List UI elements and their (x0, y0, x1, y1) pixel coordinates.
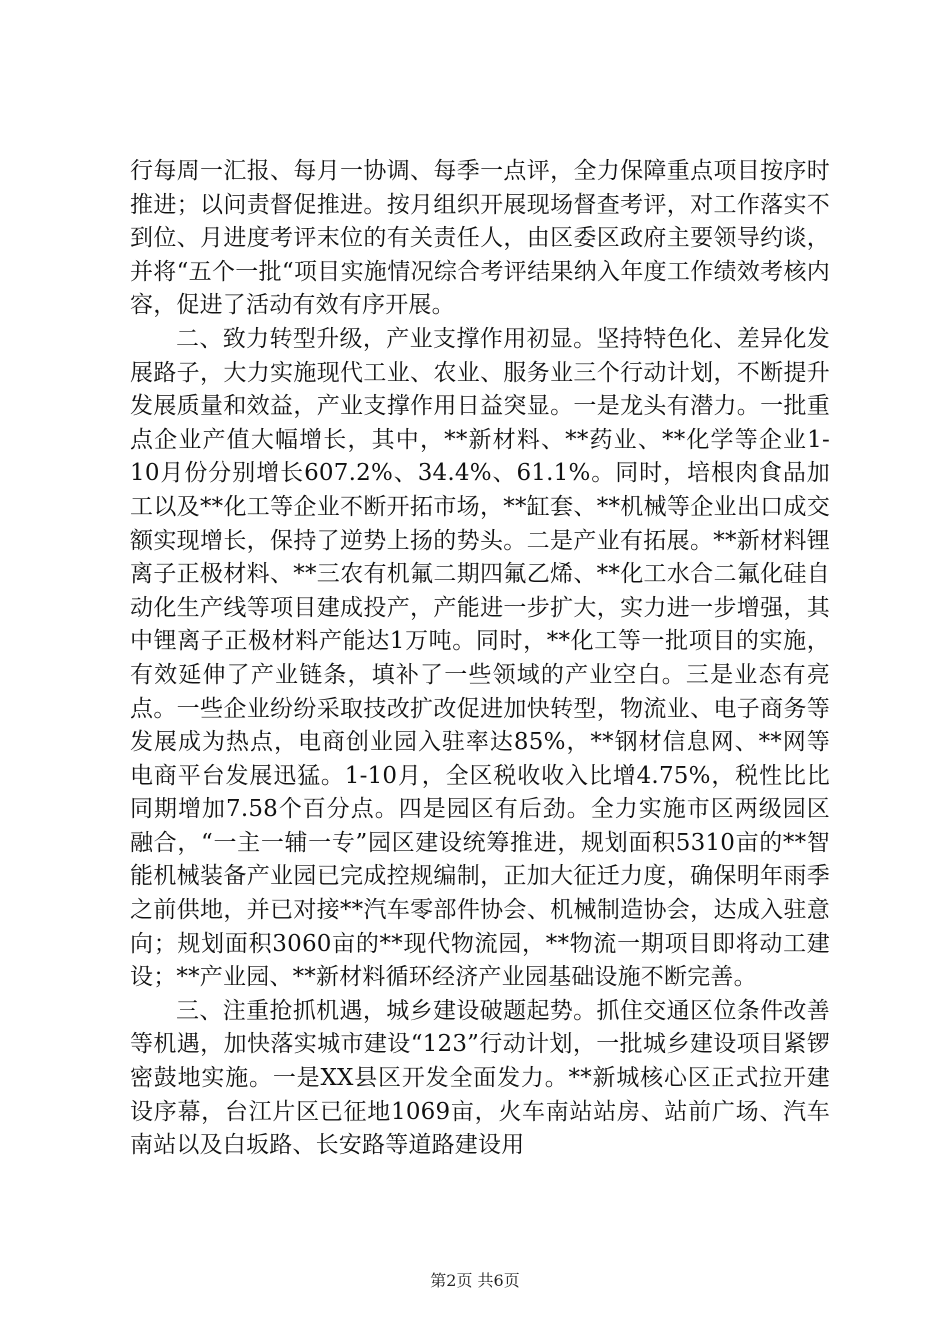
document-body (130, 155, 830, 1163)
paragraph-section-two: 二、致力转型升级，产业支撑作用初显。坚持特色化、差异化发展路子，大力实施现代工业、农业、服务业三个行动计划，不断提升发展质量和效益，产业支撑作用日益突显。一是龙头有潜力。一批重点企业产值大幅增长，其中，**新材料、**药业、**化学等企业1-10月份分别增长607.2%、34.4%、61.1%。同时，培根肉食品加工以及**化工等企业不断开拓市场，**缸套、**机械等企业出口成交额实现增长，保持了逆势上扬的势头。二是产业有拓展。**新材料锂离子正极材料、**三农有机氟二期四氟乙烯、**化工水合二氟化硅自动化生产线等项目建成投产，产能进一步扩大，实力进一步增强，其中锂离子正极材料产能达1万吨。同时，**化工等一批项目的实施，有效延伸了产业链条，填补了一些领域的产业空白。三是业态有亮点。一些企业纷纷采取技改扩改促进加快转型，物流业、电子商务等发展成为热点，电商创业园入驻率达85%，**钢材信息网、**网等电商平台发展迅猛。1-10月，全区税收收入比增4.75%，税性比比同期增加7.58个百分点。四是园区有后劲。全力实施市区两级园区融合，“一主一辅一专”园区建设统筹推进，规划面积5310亩的**智能机械装备产业园已完成控规编制，正加大征迁力度，确保明年雨季之前供地，并已对接**汽车零部件协会、机械制造协会，达成入驻意向；规划面积3060亩的**现代物流园，**物流一期项目即将动工建设；**产业园、**新材料循环经济产业园基础设施不断完善。 (130, 325, 830, 991)
paragraph-continuation: 行每周一汇报、每月一协调、每季一点评，全力保障重点项目按序时推进；以问责督促推进。按月组织开展现场督查考评，对工作落实不到位、月进度考评末位的有关责任人，由区委区政府主要领导约谈，并将“五个一批“项目实施情况综合考评结果纳入年度工作绩效考核内容，促进了活动有效有序开展。 (130, 158, 830, 319)
page-footer (0, 1271, 950, 1291)
page-number-label: 第2页 共6页 (430, 1271, 520, 1290)
paragraph-section-three: 三、注重抢抓机遇，城乡建设破题起势。抓住交通区位条件改善等机遇，加快落实城市建设“123”行动计划，一批城乡建设项目紧锣密鼓地实施。一是XX县区开发全面发力。**新城核心区正式拉开建设序幕，台江片区已征地1069亩，火车南站站房、站前广场、汽车南站以及白坂路、长安路等道路建设用 (130, 997, 830, 1159)
